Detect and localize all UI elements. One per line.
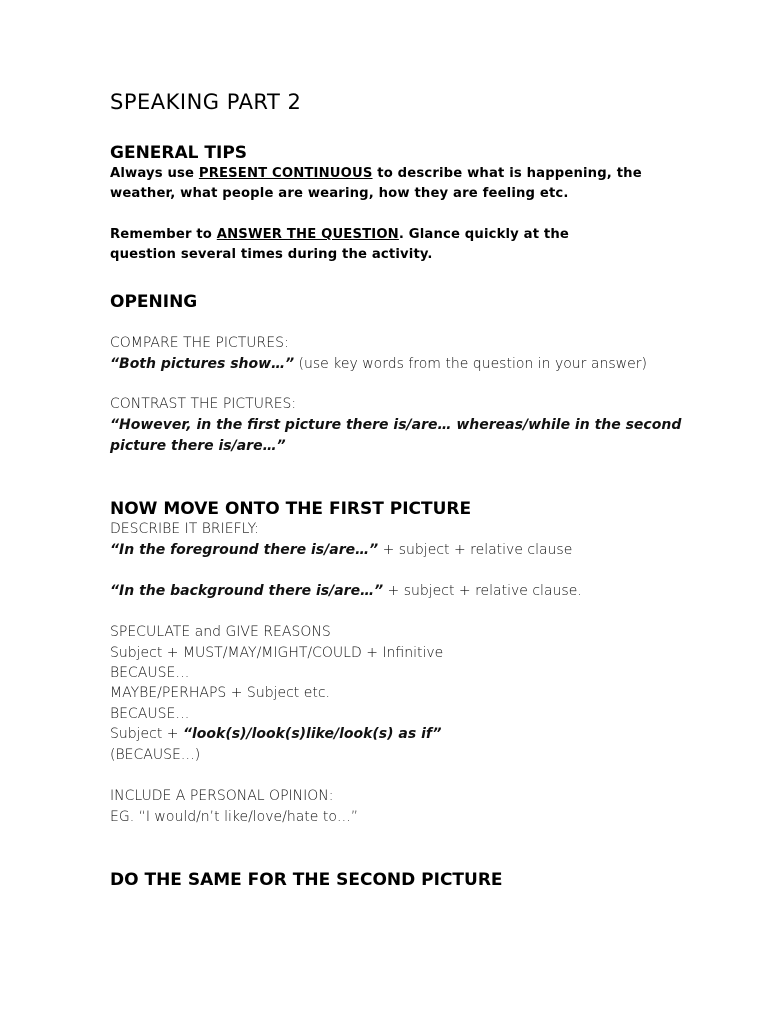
- tip-2-line-1: Remember to ANSWER THE QUESTION. Glance quickly at the: [110, 227, 569, 242]
- compare-quote: “Both pictures show…”: [110, 356, 295, 372]
- foreground-line: “In the foreground there is/are…” + subject + relative clause: [110, 542, 573, 558]
- first-picture-heading: NOW MOVE ONTO THE FIRST PICTURE: [110, 499, 472, 519]
- general-tips-heading: GENERAL TIPS: [110, 143, 248, 163]
- opinion-example: EG. “I would/n’t like/love/hate to…”: [110, 809, 359, 825]
- look-line: Subject + “look(s)/look(s)like/look(s) as if”: [110, 726, 442, 742]
- look-quote: “look(s)/look(s)like/look(s) as if”: [182, 726, 442, 742]
- page-title: SPEAKING PART 2: [110, 90, 302, 114]
- foreground-quote: “In the foreground there is/are…”: [110, 542, 379, 558]
- speculate-label: SPECULATE and GIVE REASONS: [110, 624, 331, 640]
- because-3: (BECAUSE…): [110, 747, 201, 763]
- because-1: BECAUSE…: [110, 665, 190, 681]
- because-2: BECAUSE…: [110, 706, 190, 722]
- contrast-quote-line-1: “However, in the first picture there is/are… whereas/while in the second: [110, 417, 682, 433]
- compare-label: COMPARE THE PICTURES:: [110, 335, 289, 351]
- compare-line: [110, 356, 647, 373]
- background-quote: “In the background there is/are…”: [110, 583, 384, 599]
- opening-heading: OPENING: [110, 292, 198, 312]
- compare-note: (use key words from the question in your answer): [294, 356, 647, 372]
- opinion-label: INCLUDE A PERSONAL OPINION:: [110, 788, 334, 804]
- tip-1-line-2: weather, what people are wearing, how they are feeling etc.: [110, 186, 569, 201]
- tip-2-emphasis: ANSWER THE QUESTION: [216, 227, 399, 242]
- tip-1-emphasis: PRESENT CONTINUOUS: [198, 166, 373, 181]
- modal-line: Subject + MUST/MAY/MIGHT/COULD + Infinitive: [110, 645, 444, 661]
- describe-label: DESCRIBE IT BRIEFLY:: [110, 521, 260, 537]
- contrast-label: CONTRAST THE PICTURES:: [110, 396, 297, 412]
- background-line: “In the background there is/are…” + subject + relative clause.: [110, 583, 582, 599]
- tip-2-line-2: question several times during the activity.: [110, 247, 433, 262]
- contrast-quote-line-2: picture there is/are…”: [110, 438, 286, 454]
- tip-1-line-1: Always use PRESENT CONTINUOUS to describe what is happening, the: [110, 166, 642, 181]
- second-picture-heading: DO THE SAME FOR THE SECOND PICTURE: [110, 870, 503, 890]
- maybe-line: MAYBE/PERHAPS + Subject etc.: [110, 685, 330, 701]
